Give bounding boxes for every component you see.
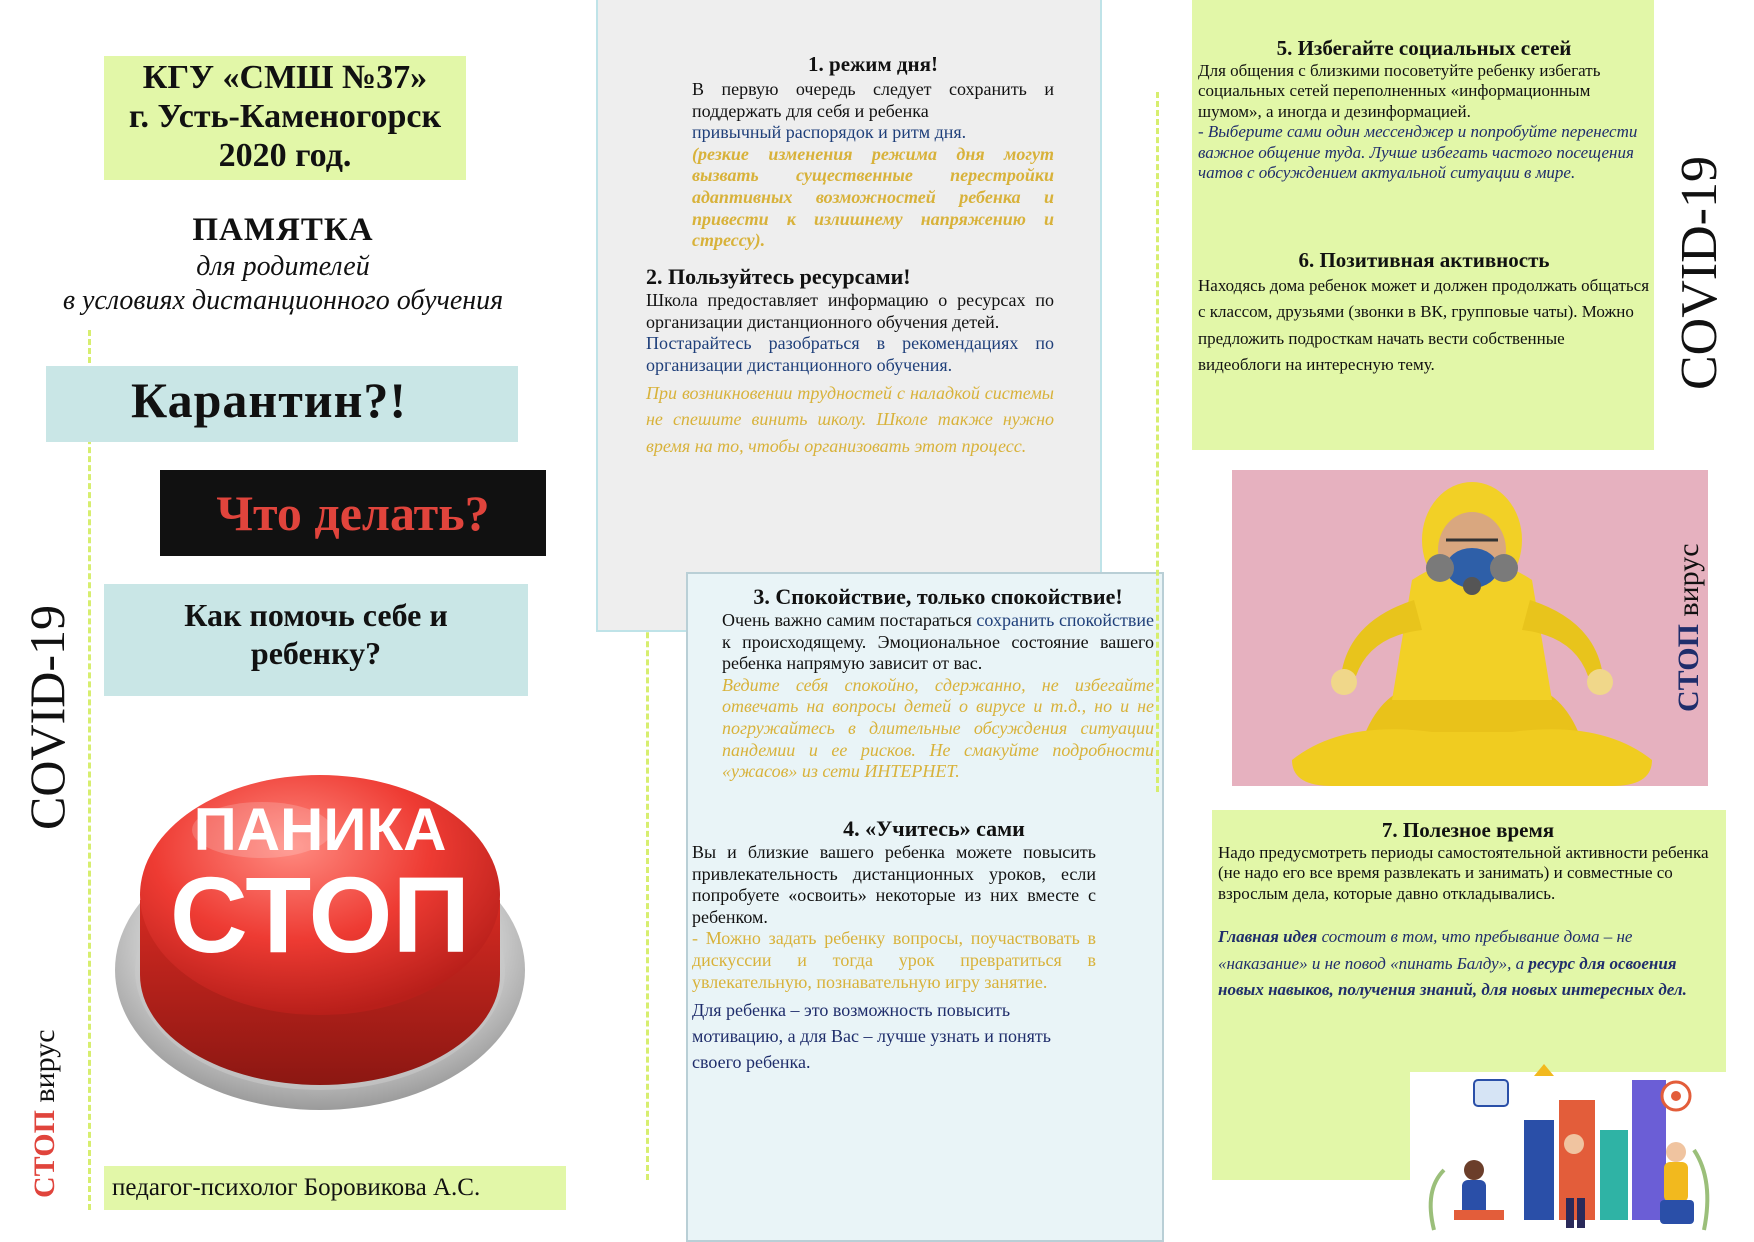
right-dashed-line bbox=[1156, 92, 1159, 792]
school-city: г. Усть-Каменогорск bbox=[128, 98, 442, 136]
memo-header bbox=[0, 212, 566, 317]
section-7 bbox=[1218, 818, 1718, 1003]
section-5 bbox=[1198, 36, 1650, 183]
section-1-title: 1. режим дня! bbox=[808, 52, 938, 76]
section-4 bbox=[692, 816, 1096, 1075]
covid-vertical-right: COVID-19 bbox=[1671, 156, 1728, 390]
section-3 bbox=[722, 584, 1154, 783]
covid-vertical-left: COVID-19 bbox=[19, 605, 75, 830]
section-1-p2: привычный распорядок и ритм дня. bbox=[692, 122, 967, 143]
memo-subtitle-2: в условиях дистанционного обучения bbox=[62, 285, 504, 316]
section-7-title: 7. Полезное время bbox=[1381, 818, 1555, 842]
section-1 bbox=[692, 52, 1054, 252]
section-2-p3: При возникновении трудностей с наладкой системы не спешите винить школу. Школе также нужно время на то, чтобы организовать этот процесс. bbox=[646, 383, 1054, 456]
section-6-p1: Находясь дома ребенок может и должен продолжать общаться с классом, друзьями (звонки в ВК, групповые чаты). Можно предложить подросткам начать вести собственные видеоблоги на интересную тему. bbox=[1198, 276, 1650, 375]
stop-virus-vertical-left bbox=[28, 1029, 62, 1198]
panic-stop-button-image bbox=[112, 720, 532, 1120]
memo-subtitle-1: для родителей bbox=[196, 251, 370, 282]
what-to-do-banner bbox=[160, 470, 546, 556]
section-5-p1: Для общения с близкими посоветуйте ребенку избегать социальных сетей переполненных «информационным шумом», а иногда и дезинформацией. bbox=[1198, 61, 1601, 121]
section-2-p1: Школа предоставляет информацию о ресурсах по организации дистанционного обучения детей. bbox=[646, 290, 1054, 332]
section-7-p2b: состоит в том, что пребывание дома – не «наказание» и не повод «пинать Балду», а bbox=[1218, 927, 1633, 973]
how-help-text: Как помочь себе и ребенку? bbox=[184, 597, 448, 672]
section-2-p2: Постарайтесь разобраться в рекомендациях по организации дистанционного обучения. bbox=[646, 333, 1054, 375]
section-3-p1a: Очень важно самим постараться bbox=[722, 610, 977, 630]
author-text: педагог-психолог Боровикова А.С. bbox=[112, 1174, 481, 1201]
section-6-title: 6. Позитивная активность bbox=[1298, 248, 1550, 272]
section-5-6-panel bbox=[1192, 0, 1654, 450]
section-7-panel-extension bbox=[1212, 1072, 1410, 1180]
section-4-p2: - Можно задать ребенку вопросы, поучаствовать в дискуссии и тогда урок превратиться в увлекательную, познавательную игру занятие. bbox=[692, 928, 1096, 992]
panic-text: ПАНИКА bbox=[193, 796, 447, 863]
quarantine-text: Карантин?! bbox=[131, 372, 408, 428]
section-3-p1 bbox=[722, 610, 1154, 675]
hazmat-meditation-photo bbox=[1232, 470, 1708, 786]
virus-word-right: вирус bbox=[1672, 543, 1705, 625]
section-3-p2: Ведите себя спокойно, сдержанно, не избегайте отвечать на вопросы детей о вирусе и т.д., но и не погружайтесь в длительные обсуждения ситуации пандемии и ее рисков. Не смакуйте подробности «ужасов» из сети ИНТЕРНЕТ. bbox=[722, 674, 1154, 782]
section-7-p1: Надо предусмотреть периоды самостоятельной активности ребенка (не надо его все время развлекать и занимать) и совместные со взрослым дела, которые давно откладывались. bbox=[1218, 843, 1709, 903]
section-4-p3: Для ребенка – это возможность повысить мотивацию, а для Вас – лучше узнать и понять своего ребенка. bbox=[692, 1000, 1051, 1073]
section-7-panel bbox=[1212, 810, 1726, 1072]
quarantine-banner bbox=[46, 366, 518, 442]
author-box bbox=[104, 1166, 566, 1210]
section-1-p1: В первую очередь следует сохранить и поддержать для себя и ребенка bbox=[692, 79, 1054, 121]
section-3-4-panel bbox=[686, 572, 1164, 1242]
stop-text: СТОП bbox=[169, 854, 471, 975]
school-year: 2020 год. bbox=[218, 137, 352, 175]
section-7-p2 bbox=[1218, 924, 1718, 1003]
section-3-p1c: к происходящему. Эмоциональное состояние вашего ребенка напрямую зависит от вас. bbox=[722, 631, 1154, 674]
section-5-p2: - Выберите сами один мессенджер и попробуйте перенести важное общение туда. Лучше избегать частого посещения чатов с обсуждением актуальной ситуации в мире. bbox=[1198, 122, 1638, 182]
section-5-title: 5. Избегайте социальных сетей bbox=[1276, 36, 1572, 60]
section-2 bbox=[646, 264, 1054, 459]
section-4-title: 4. «Учитесь» сами bbox=[843, 816, 1025, 841]
section-6 bbox=[1198, 248, 1650, 378]
stop-virus-vertical-right bbox=[1672, 543, 1706, 712]
middle-dashed-line bbox=[646, 560, 649, 1180]
stop-word-right: СТОП bbox=[1672, 624, 1705, 712]
section-3-p1b: сохранить спокойствие bbox=[976, 610, 1155, 630]
learning-illustration bbox=[1414, 1060, 1730, 1236]
section-7-p2c: ресурс для освоения новых навыков, получения знаний, для новых интересных дел. bbox=[1218, 953, 1687, 999]
section-7-p2a: Главная идея bbox=[1218, 927, 1318, 947]
section-1-p3: (резкие изменения режима дня могут вызвать существенные перестройки адаптивных возможностей ребенка и привести к излишнему напряжению и стрессу). bbox=[692, 143, 1054, 251]
what-to-do-text: Что делать? bbox=[216, 485, 490, 541]
left-dashed-line bbox=[88, 330, 91, 1210]
school-name: КГУ «СМШ №37» bbox=[142, 59, 428, 96]
section-3-title: 3. Спокойствие, только спокойствие! bbox=[753, 584, 1123, 609]
section-4-p1: Вы и близкие вашего ребенка можете повысить привлекательность дистанционных уроков, если попробуете «освоить» некоторые из них вместе с ребенком. bbox=[692, 842, 1096, 927]
school-box bbox=[104, 56, 466, 180]
how-help-box bbox=[104, 584, 528, 696]
stop-word-left: СТОП bbox=[28, 1110, 61, 1198]
memo-title: ПАМЯТКА bbox=[192, 212, 374, 248]
section-1-2-panel bbox=[596, 0, 1102, 632]
virus-word-left: вирус bbox=[28, 1029, 61, 1111]
section-2-title: 2. Пользуйтесь ресурсами! bbox=[646, 264, 911, 289]
